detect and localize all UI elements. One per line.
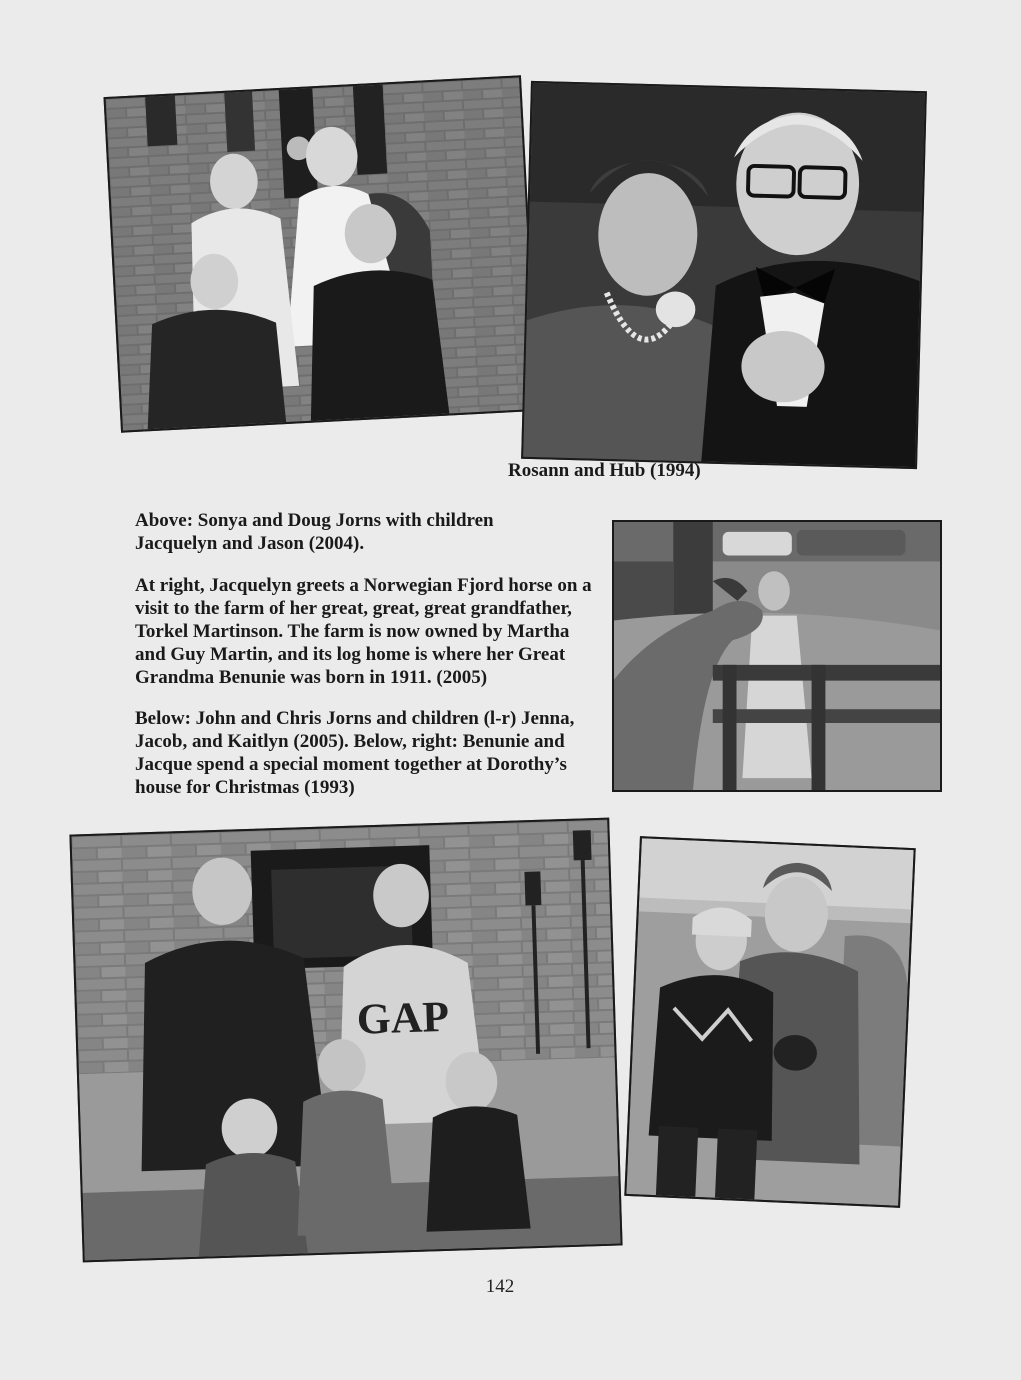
photo-rosann-and-hub-1994 bbox=[521, 81, 927, 469]
gap-sweatshirt-lettering: GAP bbox=[356, 992, 450, 1044]
caption-rosann-and-hub: Rosann and Hub (1994) bbox=[508, 460, 701, 481]
caption-sonya-doug-line1: Above: Sonya and Doug Jorns with children bbox=[135, 510, 494, 531]
caption-horse-line1: At right, Jacquelyn greets a Norwegian Fjord horse on a bbox=[135, 575, 592, 596]
photo-jacquelyn-fjord-horse-2005 bbox=[612, 520, 942, 792]
photo-john-chris-jorns-family-2005 bbox=[69, 818, 622, 1263]
caption-below-line3: Jacque spend a special moment together at Dorothy’s bbox=[135, 754, 567, 775]
photo-jorns-family-2004 bbox=[103, 75, 538, 432]
caption-horse-line5: Grandma Benunie was born in 1911. (2005) bbox=[135, 667, 488, 688]
caption-horse-line3: Torkel Martinson. The farm is now owned by Martha bbox=[135, 621, 570, 642]
photo-benunie-and-jacque-1993 bbox=[624, 836, 915, 1208]
page-number: 142 bbox=[485, 1276, 515, 1297]
caption-below-line2: Jacob, and Kaitlyn (2005). Below, right: Benunie and bbox=[135, 731, 565, 752]
caption-horse-line4: and Guy Martin, and its log home is where her Great bbox=[135, 644, 566, 665]
caption-below-line1: Below: John and Chris Jorns and children (l-r) Jenna, bbox=[135, 708, 575, 729]
caption-sonya-doug-line2: Jacquelyn and Jason (2004). bbox=[135, 533, 365, 554]
caption-below-line4: house for Christmas (1993) bbox=[135, 777, 355, 798]
caption-horse-line2: visit to the farm of her great, great, great grandfather, bbox=[135, 598, 572, 619]
